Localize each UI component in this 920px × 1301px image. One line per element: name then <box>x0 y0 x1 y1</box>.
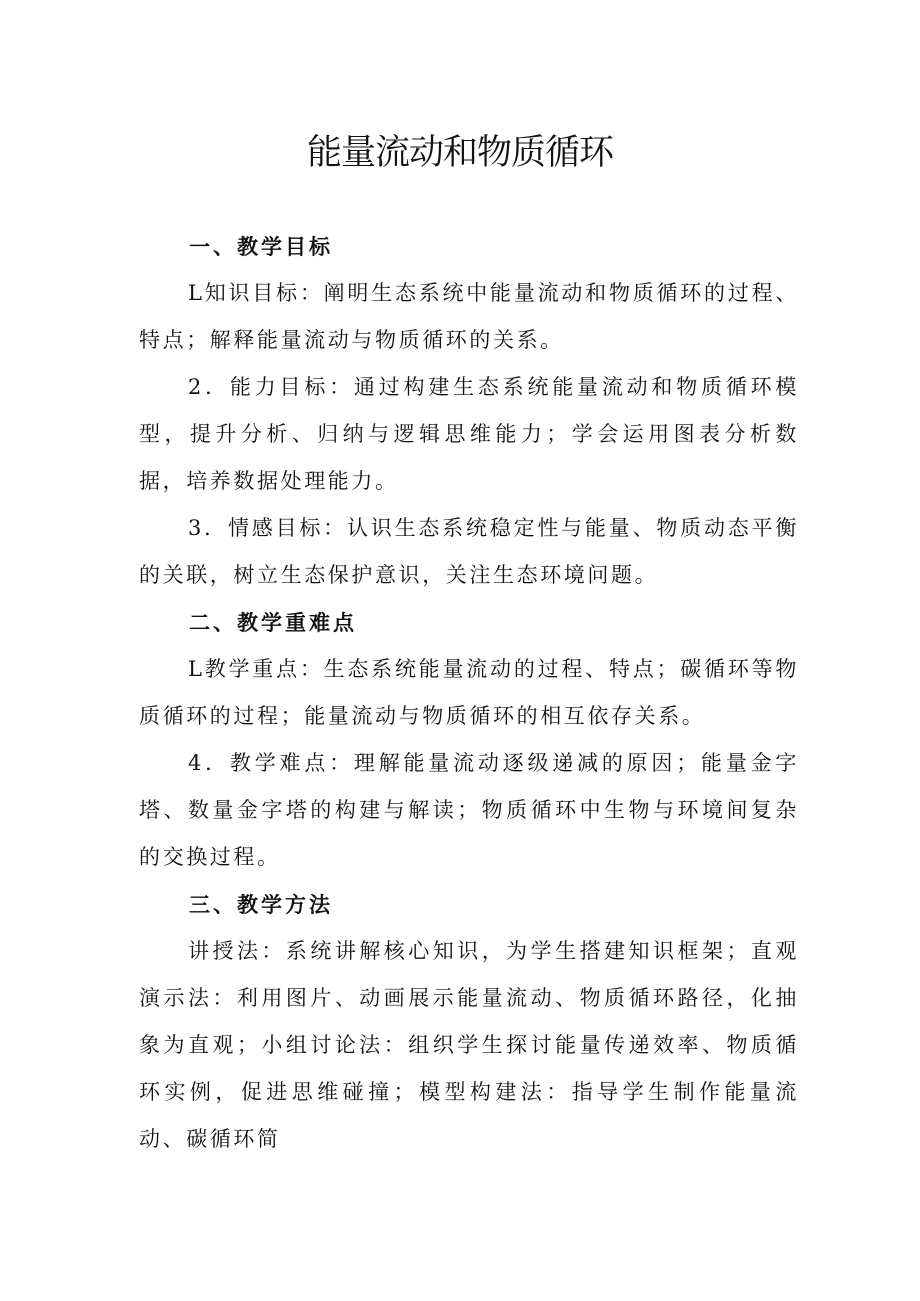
document-title: 能量流动和物质循环 <box>306 133 613 173</box>
section-heading-teaching-methods: 三、教学方法 <box>189 892 333 917</box>
paragraph-knowledge-goal: L知识目标：阐明生态系统中能量流动和物质循环的过程、特点；解释能量流动与物质循环的关系。 <box>139 281 799 352</box>
document-body <box>139 223 799 1163</box>
paragraph-emotion-goal: 3．情感目标：认识生态系统稳定性与能量、物质动态平衡的关联，树立生态保护意识，关注生态环境问题。 <box>139 516 799 587</box>
paragraph-key-points: L教学重点：生态系统能量流动的过程、特点；碳循环等物质循环的过程；能量流动与物质循环的相互依存关系。 <box>139 657 799 728</box>
paragraph-ability-goal: 2．能力目标：通过构建生态系统能量流动和物质循环模型，提升分析、归纳与逻辑思维能力；学会运用图表分析数据，培养数据处理能力。 <box>139 375 799 493</box>
paragraph-difficult-points: 4．教学难点：理解能量流动逐级递减的原因；能量金字塔、数量金字塔的构建与解读；物质循环中生物与环境间复杂的交换过程。 <box>139 751 799 869</box>
paragraph-teaching-methods: 讲授法：系统讲解核心知识，为学生搭建知识框架；直观演示法：利用图片、动画展示能量流动、物质循环路径，化抽象为直观；小组讨论法：组织学生探讨能量传递效率、物质循环实例，促进思维碰撞；模型构建法：指导学生制作能量流动、碳循环简 <box>139 939 799 1151</box>
section-heading-teaching-goals: 一、教学目标 <box>189 234 333 259</box>
section-heading-key-difficult-points: 二、教学重难点 <box>189 610 357 635</box>
